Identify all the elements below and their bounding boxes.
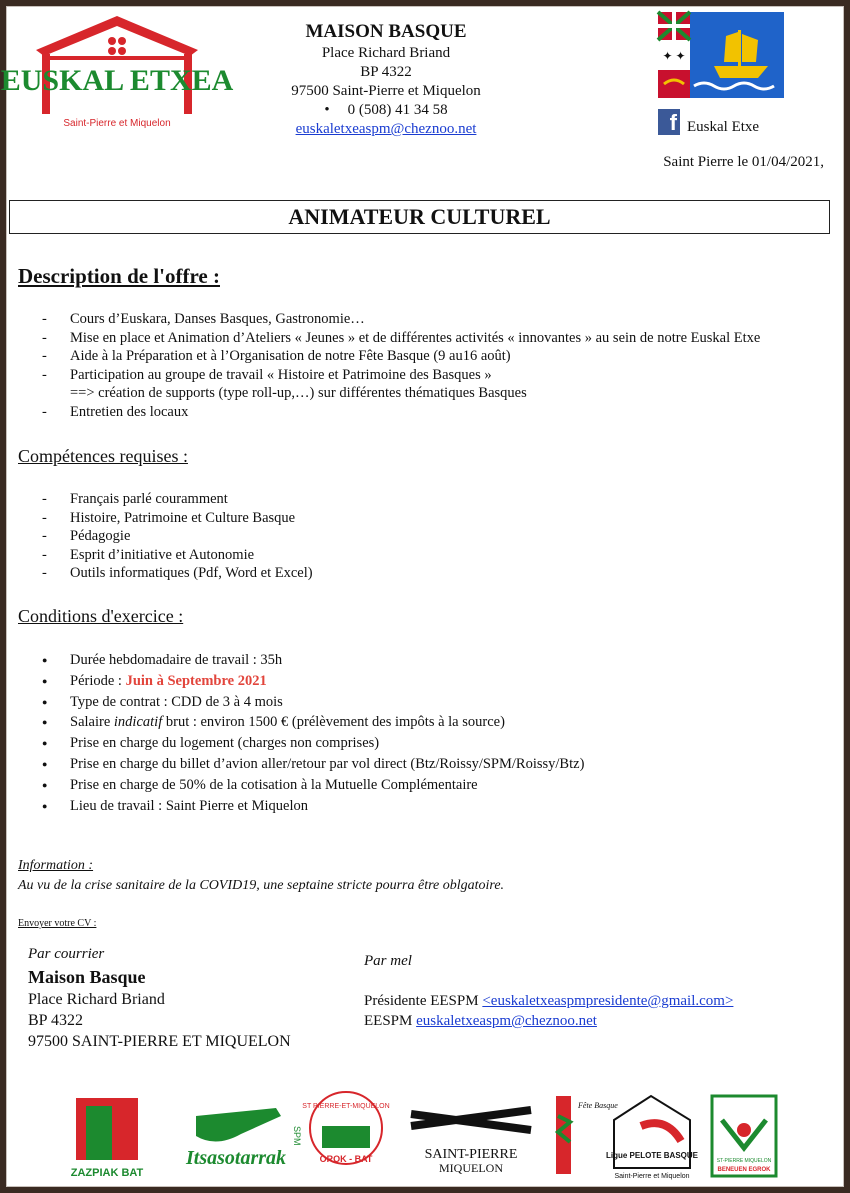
beneuen-egrok-logo (712, 1096, 776, 1176)
svg-text:SAINT-PIERRE: SAINT-PIERRE (424, 1147, 518, 1162)
organization-address (266, 20, 506, 139)
svg-text:Fête Basque: Fête Basque (578, 1101, 618, 1110)
conditions-heading: Conditions d'exercice : (18, 606, 184, 626)
email-contact (364, 951, 733, 1031)
document-date: Saint Pierre le 01/04/2021, (663, 154, 824, 170)
president-label: Présidente EESPM (364, 993, 483, 1009)
svg-text:OROK - BAT: OROK - BAT (319, 1154, 373, 1164)
address-line-1: Place Richard Briand (321, 45, 451, 61)
president-email-link[interactable]: <euskaletxeaspmpresidente@gmail.com> (482, 993, 734, 1009)
salary-text-rest: brut : environ 1500 € (prélèvement des impôts à la source) (162, 714, 505, 731)
org-name: MAISON BASQUE (305, 21, 467, 42)
information-block (18, 856, 504, 896)
period-label: Période : (70, 672, 126, 689)
by-mail-label: Par courrier (28, 946, 105, 962)
information-text: Au vu de la crise sanitaire de la COVID19, une septaine stricte pourra être oblgatoire. (18, 878, 505, 893)
recipient-line-1: Place Richard Briand (28, 991, 165, 1008)
svg-text:Itsasotarrak: Itsasotarrak (185, 1147, 287, 1169)
address-line-3: 97500 Saint-Pierre et Miquelon (291, 83, 481, 99)
salary-indicative: indicatif (113, 714, 163, 731)
send-cv-label: Envoyer votre CV : (18, 918, 97, 929)
svg-text:ZAZPIAK BAT: ZAZPIAK BAT (70, 1167, 144, 1179)
svg-text:BENEUEN EGROK: BENEUEN EGROK (717, 1167, 771, 1173)
period-value: Juin à Septembre 2021 (125, 672, 267, 689)
list-item: - Cours d’Euskara, Danses Basques, Gastronomie… (42, 310, 760, 329)
phone-number: • 0 (508) 41 34 58 (266, 101, 506, 120)
recipient-line-3: 97500 SAINT-PIERRE ET MIQUELON (28, 1033, 291, 1050)
svg-text:Saint-Pierre et Miquelon: Saint-Pierre et Miquelon (614, 1173, 690, 1180)
itsasotarrak-logo (185, 1108, 302, 1169)
svg-text:ST-PIERRE MIQUELON: ST-PIERRE MIQUELON (716, 1158, 772, 1164)
information-label: Information : (18, 858, 94, 873)
list-item-continuation: ==> création de supports (type roll-up,…) sur différentes thématiques Basques (70, 385, 527, 401)
page (0, 6, 844, 1187)
recipient-line-2: BP 4322 (28, 1012, 83, 1029)
svg-text:Ligue PELOTE BASQUE: Ligue PELOTE BASQUE (605, 1151, 699, 1160)
eespm-contact (364, 1011, 733, 1031)
list-item: - Histoire, Patrimoine et Culture Basque (42, 509, 313, 528)
list-item (42, 712, 584, 733)
list-item-text: Participation au groupe de travail « Histoire et Patrimoine des Basques » (70, 366, 492, 383)
eespm-label: EESPM (364, 1013, 417, 1029)
saint-pierre-miquelon-logo (411, 1110, 531, 1175)
pelote-basque-logo (606, 1096, 699, 1180)
by-email-label: Par mel (364, 953, 412, 969)
logo-text: EUSKAL ETXEA (0, 64, 234, 97)
list-item: - Pédagogie (42, 527, 313, 546)
zazpiak-bat-logo (71, 1098, 144, 1179)
postal-contact (28, 944, 291, 1052)
euskal-etxea-logo (0, 12, 234, 137)
recipient-name: Maison Basque (28, 967, 146, 987)
svg-text:MIQUELON: MIQUELON (439, 1161, 503, 1175)
list-item: - Entretien des locaux (42, 403, 760, 422)
conditions-list (42, 650, 584, 816)
skills-heading: Compétences requises : (18, 446, 188, 466)
list-item: - Mise en place et Animation d’Ateliers « Jeunes » et de différentes activités « innovantes » au sein de notre Euskal Etxe (42, 329, 760, 348)
svg-text:SPM: SPM (292, 1126, 302, 1146)
facebook-icon[interactable]: f (658, 109, 680, 135)
logo-subtext: Saint-Pierre et Miquelon (63, 118, 171, 129)
facebook-label: Euskal Etxe (687, 119, 760, 135)
flag-icons (658, 12, 784, 98)
list-item: ● Prise en charge du logement (charges non comprises) (42, 733, 584, 754)
list-item: ● Type de contrat : CDD de 3 à 4 mois (42, 692, 584, 713)
description-heading: Description de l'offre : (18, 264, 220, 288)
fete-basque-logo (556, 1096, 618, 1174)
president-contact (364, 991, 733, 1011)
orok-bat-logo (302, 1092, 389, 1164)
job-title: ANIMATEUR CULTUREL (9, 200, 830, 234)
list-item: ● Prise en charge du billet d’avion aller/retour par vol direct (Btz/Roissy/SPM/Roissy/Btz) (42, 754, 584, 775)
list-item: - Aide à la Préparation et à l’Organisation de notre Fête Basque (9 au16 août) (42, 347, 760, 366)
list-item (42, 671, 584, 692)
list-item (42, 366, 760, 403)
org-email-link[interactable]: euskaletxeaspm@cheznoo.net (295, 121, 477, 137)
description-list (42, 310, 760, 421)
list-item: - Outils informatiques (Pdf, Word et Excel) (42, 564, 313, 583)
eespm-email-link[interactable]: euskaletxeaspm@cheznoo.net (416, 1013, 597, 1029)
salary-text: Salaire (70, 714, 114, 731)
svg-text:ST PIERRE-ET-MIQUELON: ST PIERRE-ET-MIQUELON (302, 1103, 390, 1110)
svg-text:✦ ✦: ✦ ✦ (662, 49, 686, 63)
skills-list (42, 490, 313, 583)
address-line-2: BP 4322 (360, 64, 412, 80)
list-item: ● Durée hebdomadaire de travail : 35h (42, 650, 584, 671)
list-item: - Français parlé couramment (42, 490, 313, 509)
list-item: ● Prise en charge de 50% de la cotisation à la Mutuelle Complémentaire (42, 775, 584, 796)
list-item: - Esprit d’initiative et Autonomie (42, 546, 313, 565)
partner-logos (66, 1086, 786, 1181)
list-item: ● Lieu de travail : Saint Pierre et Miquelon (42, 796, 584, 817)
